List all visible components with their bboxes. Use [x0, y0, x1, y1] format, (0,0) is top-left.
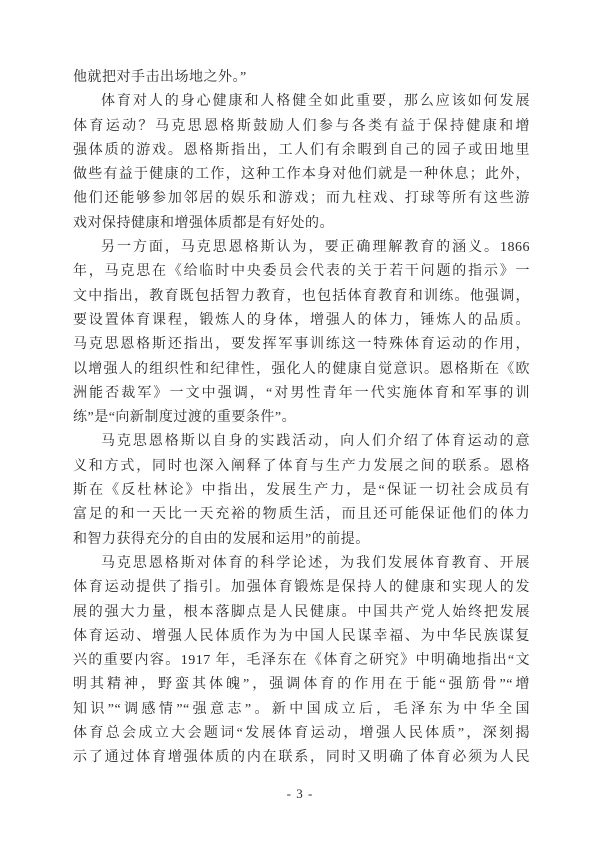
text-line: 强体质的游戏。恩格斯指出，工人们有余暇到自己的园子或田地里: [73, 142, 530, 158]
text-line: 义和方式，同时也深入阐释了体育与生产力发展之间的联系。恩格: [73, 458, 530, 474]
text-line: 以增强人的组织性和纪律性，强化人的健康自觉意识。恩格斯在《欧: [73, 361, 530, 377]
text-line: 斯在《反杜林论》中指出，发展生产力，是“保证一切社会成员有: [73, 483, 530, 499]
text-line: 体育运动？马克思恩格斯鼓励人们参与各类有益于保持健康和增: [73, 118, 530, 134]
text-line: 兴的重要内容。1917 年，毛泽东在《体育之研究》中明确地指出“文: [73, 653, 530, 669]
text-line: 马克思恩格斯还指出，要发挥军事训练这一特殊体育运动的作用，: [73, 337, 530, 353]
text-line: 文中指出，教育既包括智力教育，也包括体育教育和训练。他强调，: [73, 288, 530, 304]
text-line: 和智力获得充分的自由的发展和运用”的前提。: [73, 531, 370, 547]
text-line: 展的强大力量，根本落脚点是人民健康。中国共产党人始终把发展: [73, 604, 530, 620]
text-line: 明其精神，野蛮其体魄”，强调体育的作用在于能“强筋骨”“增: [73, 677, 530, 693]
text-line: 马克思恩格斯以自身的实践活动，向人们介绍了体育运动的意: [101, 434, 530, 450]
text-line: 体育运动、增强人民体质作为为中国人民谋幸福、为中华民族谋复: [73, 628, 530, 644]
text-line: 做些有益于健康的工作，这种工作本身对他们就是一种休息；此外，: [73, 167, 530, 183]
text-line: 体育总会成立大会题词“发展体育运动，增强人民体质”，深刻揭: [73, 726, 530, 742]
text-line: 要设置体育课程，锻炼人的身体，增强人的体力，锤炼人的品质。: [73, 312, 530, 328]
text-line: 体育对人的身心健康和人格健全如此重要，那么应该如何发展: [101, 94, 530, 110]
page-number: - 3 -: [286, 786, 314, 801]
text-line: 另一方面，马克思恩格斯认为，要正确理解教育的涵义。1866: [101, 240, 530, 256]
text-line: 富足的和一天比一天充裕的物质生活，而且还可能保证他们的体力: [73, 507, 530, 523]
text-line: 体育运动提供了指引。加强体育锻炼是保持人的健康和实现人的发: [73, 580, 530, 596]
text-line: 示了通过体育增强体质的内在联系，同时又明确了体育必须为人民: [73, 750, 530, 766]
text-line: 戏对保持健康和增强体质都是有好处的。: [73, 215, 334, 231]
text-line: 知识”“调感情”“强意志”。新中国成立后，毛泽东为中华全国: [73, 701, 530, 717]
text-line: 洲能否裁军》一文中强调，“对男性青年一代实施体育和军事的训: [73, 385, 530, 401]
text-line: 他就把对手击出场地之外。”: [73, 70, 247, 85]
text-line: 马克思恩格斯对体育的科学论述，为我们发展体育教育、开展: [101, 555, 530, 571]
text-line: 练”是“向新制度过渡的重要条件”。: [73, 410, 297, 426]
document-text-block: [73, 66, 530, 771]
text-line: 年，马克思在《给临时中央委员会代表的关于若干问题的指示》一: [73, 264, 530, 280]
text-line: 他们还能够参加邻居的娱乐和游戏；而九柱戏、打球等所有这些游: [73, 191, 530, 207]
